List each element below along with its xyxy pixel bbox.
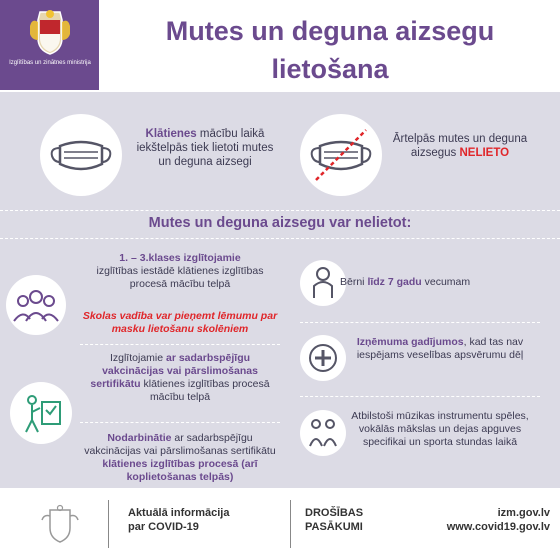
item-children	[340, 276, 540, 289]
crest-icon	[26, 6, 74, 58]
no-mask-icon	[300, 114, 382, 196]
header	[0, 0, 560, 92]
divider	[0, 210, 560, 211]
footer-url-izm[interactable]: izm.gov.lv	[497, 507, 550, 519]
footer-drosibas-line2: PASĀKUMI	[305, 521, 363, 533]
item-cert-rest: klātienes izglītības procesā mācību telpā	[140, 378, 270, 403]
item-health-bold: Izņēmuma gadījumos	[356, 336, 464, 348]
subheading: Mutes un deguna aizsegu var nelietot:	[148, 215, 412, 231]
nelieto-label: NELIETO	[459, 147, 510, 159]
divider	[0, 238, 560, 239]
footer-covid-info	[128, 506, 278, 534]
info-panel	[0, 92, 560, 488]
footer-separator	[290, 500, 291, 548]
artelpas-rest: Ārtelpās mutes un deguna aizsegus	[392, 133, 528, 159]
school-decision-note: Skolas vadība var pieņemt lēmumu par masku lietošanu skolēniem	[82, 310, 278, 335]
divider	[80, 422, 280, 423]
item-children-pre: Bērni	[340, 276, 368, 288]
divider	[80, 344, 280, 345]
item-grades-rest: izglītības iestādē klātienes izglītības procesā mācību telpā	[96, 265, 264, 290]
footer-separator	[108, 500, 109, 548]
divider	[300, 322, 540, 323]
item-certificate-students	[80, 352, 280, 404]
top-block	[0, 92, 560, 212]
footer-drosibas-line1: DROŠĪBAS	[305, 507, 364, 519]
klatienes-bold: Klātienes	[145, 128, 197, 140]
footer-url-covid[interactable]: www.covid19.gov.lv	[446, 521, 550, 533]
footer-safety-measures	[305, 506, 405, 534]
item-emp-bold2: klātienes izglītības procesā (arī koplietošanas telpās)	[102, 458, 258, 483]
item-cert-pre: Izglītojamie	[109, 352, 166, 364]
crest-icon	[38, 504, 82, 546]
klatienes-rest: mācību laikā iekštelpās tiek lietoti mutes un deguna aizsegi	[136, 128, 274, 168]
item-music-sport: Atbilstoši mūzikas instrumentu spēles, vokālās mākslas un dejas apguves specifikai un sporta stundas laikā	[351, 410, 529, 448]
ministry-name: Izglītības un zinātnes ministrija	[9, 60, 91, 66]
item-children-rest: vecumam	[421, 276, 471, 288]
group-icon	[6, 275, 66, 335]
mask-icon	[40, 114, 122, 196]
title-line-2: lietošana	[271, 54, 389, 84]
item-grades-1-3	[80, 252, 280, 291]
item-health-rest: , kad tas nav iespējams veselības apsvērumu dēļ	[356, 336, 524, 361]
footer-aktuala-line2: par COVID-19	[128, 521, 199, 533]
item-employees	[80, 432, 280, 484]
page-title	[120, 12, 540, 88]
footer-links	[415, 506, 550, 534]
item-grades-bold: 1. – 3.klases izglītojamie	[119, 252, 241, 264]
artelpas-text	[385, 132, 535, 160]
item-health-exception	[340, 336, 540, 362]
ministry-logo[interactable]	[0, 0, 99, 90]
footer-aktuala-line1: Aktuālā informācija	[128, 507, 230, 519]
item-emp-mid: ar sadarbspējīgu vakcinācijas vai pārslimošanas sertifikātu	[84, 432, 276, 457]
divider	[300, 396, 540, 397]
footer	[0, 488, 560, 560]
item-children-bold: līdz 7 gadu	[367, 276, 422, 288]
item-emp-bold: Nodarbinātie	[107, 432, 172, 444]
klatienes-text	[130, 127, 280, 169]
item-cert-bold: ar sadarbspējīgu vakcinācijas vai pārslimošanas sertifikātu	[90, 352, 258, 390]
certificate-icon	[10, 382, 72, 444]
title-line-1: Mutes un deguna aizsegu	[165, 16, 495, 46]
